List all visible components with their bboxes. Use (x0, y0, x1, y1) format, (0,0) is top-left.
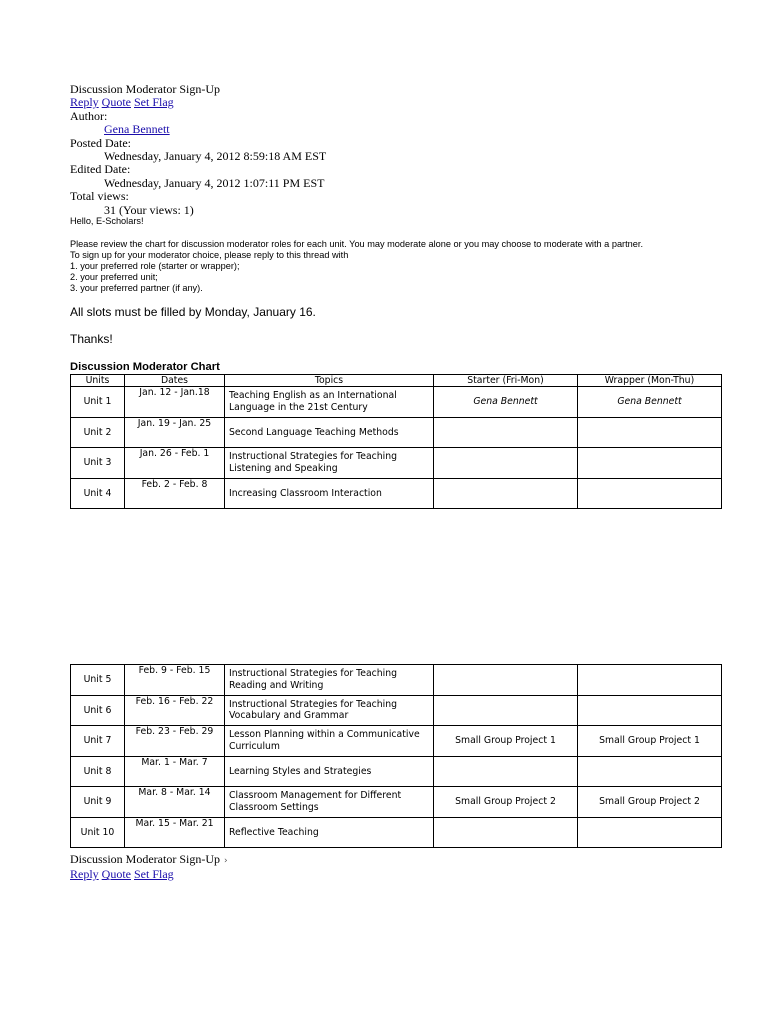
table-row (71, 817, 722, 848)
unit-cell: Unit 7 (71, 726, 125, 757)
unit-cell: Unit 6 (71, 695, 125, 726)
dates-cell: Jan. 12 - Jan.18 (125, 387, 225, 418)
table-row (71, 756, 722, 787)
table-row (71, 478, 722, 509)
unit-cell: Unit 5 (71, 665, 125, 696)
reply-link[interactable]: Reply (70, 95, 99, 110)
topic-cell: Second Language Teaching Methods (225, 417, 434, 448)
topic-cell: Instructional Strategies for Teaching Reading and Writing (225, 665, 434, 696)
starter-cell: Small Group Project 1 (434, 726, 578, 757)
unit-cell: Unit 3 (71, 448, 125, 479)
table-row (71, 417, 722, 448)
set-flag-link[interactable]: Set Flag (134, 95, 174, 110)
starter-cell (434, 478, 578, 509)
footer-quote-link[interactable]: Quote (101, 867, 131, 882)
dates-cell: Mar. 15 - Mar. 21 (125, 817, 225, 848)
table-header-row (71, 375, 722, 387)
starter-cell: Gena Bennett (434, 387, 578, 418)
topic-cell: Instructional Strategies for Teaching Listening and Speaking (225, 448, 434, 479)
wrapper-cell (578, 817, 722, 848)
footer-actions (70, 868, 228, 881)
table-row (71, 387, 722, 418)
edited-date-label: Edited Date: (70, 162, 131, 177)
instruction-text: Please review the chart for discussion moderator roles for each unit. You may moderate alone or you may choose to moderate with a partner. (70, 239, 643, 249)
starter-cell (434, 417, 578, 448)
post-footer (70, 853, 228, 882)
table-row (71, 695, 722, 726)
footer-reply-link[interactable]: Reply (70, 867, 99, 882)
footer-post-title: Discussion Moderator Sign-Up (70, 852, 220, 866)
post-title: Discussion Moderator Sign-Up (70, 82, 220, 96)
wrapper-cell: Gena Bennett (578, 387, 722, 418)
wrapper-cell: Small Group Project 1 (578, 726, 722, 757)
moderator-chart-table-continued (70, 664, 722, 848)
dates-cell: Feb. 2 - Feb. 8 (125, 478, 225, 509)
starter-cell (434, 817, 578, 848)
topic-cell: Increasing Classroom Interaction (225, 478, 434, 509)
total-views-value: 31 (Your views: 1) (104, 202, 194, 217)
author-link[interactable]: Gena Bennett (104, 122, 170, 137)
total-views-label: Total views: (70, 189, 129, 204)
unit-cell: Unit 4 (71, 478, 125, 509)
author-label: Author: (70, 108, 108, 123)
wrapper-cell (578, 417, 722, 448)
wrapper-cell (578, 756, 722, 787)
footer-set-flag-link[interactable]: Set Flag (134, 867, 174, 882)
post-header (70, 83, 730, 217)
moderator-chart-table (70, 374, 722, 509)
topic-cell: Classroom Management for Different Classroom Settings (225, 787, 434, 818)
col-dates-header: Dates (125, 375, 225, 387)
wrapper-cell (578, 448, 722, 479)
wrapper-cell: Small Group Project 2 (578, 787, 722, 818)
col-units-header: Units (71, 375, 125, 387)
quote-link[interactable]: Quote (101, 95, 131, 110)
list-item: 2. your preferred unit; (70, 272, 158, 282)
list-item: 3. your preferred partner (if any). (70, 283, 203, 293)
dates-cell: Mar. 1 - Mar. 7 (125, 756, 225, 787)
wrapper-cell (578, 695, 722, 726)
chart-title: Discussion Moderator Chart (70, 361, 220, 373)
starter-cell (434, 695, 578, 726)
dates-cell: Jan. 26 - Feb. 1 (125, 448, 225, 479)
posted-date-label: Posted Date: (70, 135, 131, 150)
table-row (71, 787, 722, 818)
signup-instruction-text: To sign up for your moderator choice, please reply to this thread with (70, 250, 349, 260)
table-row (71, 726, 722, 757)
unit-cell: Unit 9 (71, 787, 125, 818)
unit-cell: Unit 1 (71, 387, 125, 418)
col-wrapper-header: Wrapper (Mon-Thu) (578, 375, 722, 387)
topic-cell: Lesson Planning within a Communicative Curriculum (225, 726, 434, 757)
post-body (70, 216, 730, 346)
table-row (71, 665, 722, 696)
wrapper-cell (578, 665, 722, 696)
starter-cell (434, 756, 578, 787)
wrapper-cell (578, 478, 722, 509)
col-topics-header: Topics (225, 375, 434, 387)
dates-cell: Jan. 19 - Jan. 25 (125, 417, 225, 448)
starter-cell: Small Group Project 2 (434, 787, 578, 818)
unit-cell: Unit 10 (71, 817, 125, 848)
posted-date-value: Wednesday, January 4, 2012 8:59:18 AM EST (104, 149, 327, 164)
list-item: 1. your preferred role (starter or wrapper); (70, 261, 240, 271)
chevron-right-icon: › (224, 856, 228, 866)
topic-cell: Teaching English as an International Language in the 21st Century (225, 387, 434, 418)
topic-cell: Instructional Strategies for Teaching Vocabulary and Grammar (225, 695, 434, 726)
dates-cell: Feb. 23 - Feb. 29 (125, 726, 225, 757)
topic-cell: Learning Styles and Strategies (225, 756, 434, 787)
dates-cell: Mar. 8 - Mar. 14 (125, 787, 225, 818)
starter-cell (434, 448, 578, 479)
deadline-text: All slots must be filled by Monday, January 16. (70, 305, 316, 319)
post-actions (70, 96, 730, 109)
unit-cell: Unit 8 (71, 756, 125, 787)
starter-cell (434, 665, 578, 696)
table-row (71, 448, 722, 479)
col-starter-header: Starter (Fri-Mon) (434, 375, 578, 387)
topic-cell: Reflective Teaching (225, 817, 434, 848)
dates-cell: Feb. 16 - Feb. 22 (125, 695, 225, 726)
greeting-text: Hello, E-Scholars! (70, 216, 144, 226)
thanks-text: Thanks! (70, 332, 113, 346)
edited-date-value: Wednesday, January 4, 2012 1:07:11 PM EST (104, 175, 325, 190)
unit-cell: Unit 2 (71, 417, 125, 448)
dates-cell: Feb. 9 - Feb. 15 (125, 665, 225, 696)
